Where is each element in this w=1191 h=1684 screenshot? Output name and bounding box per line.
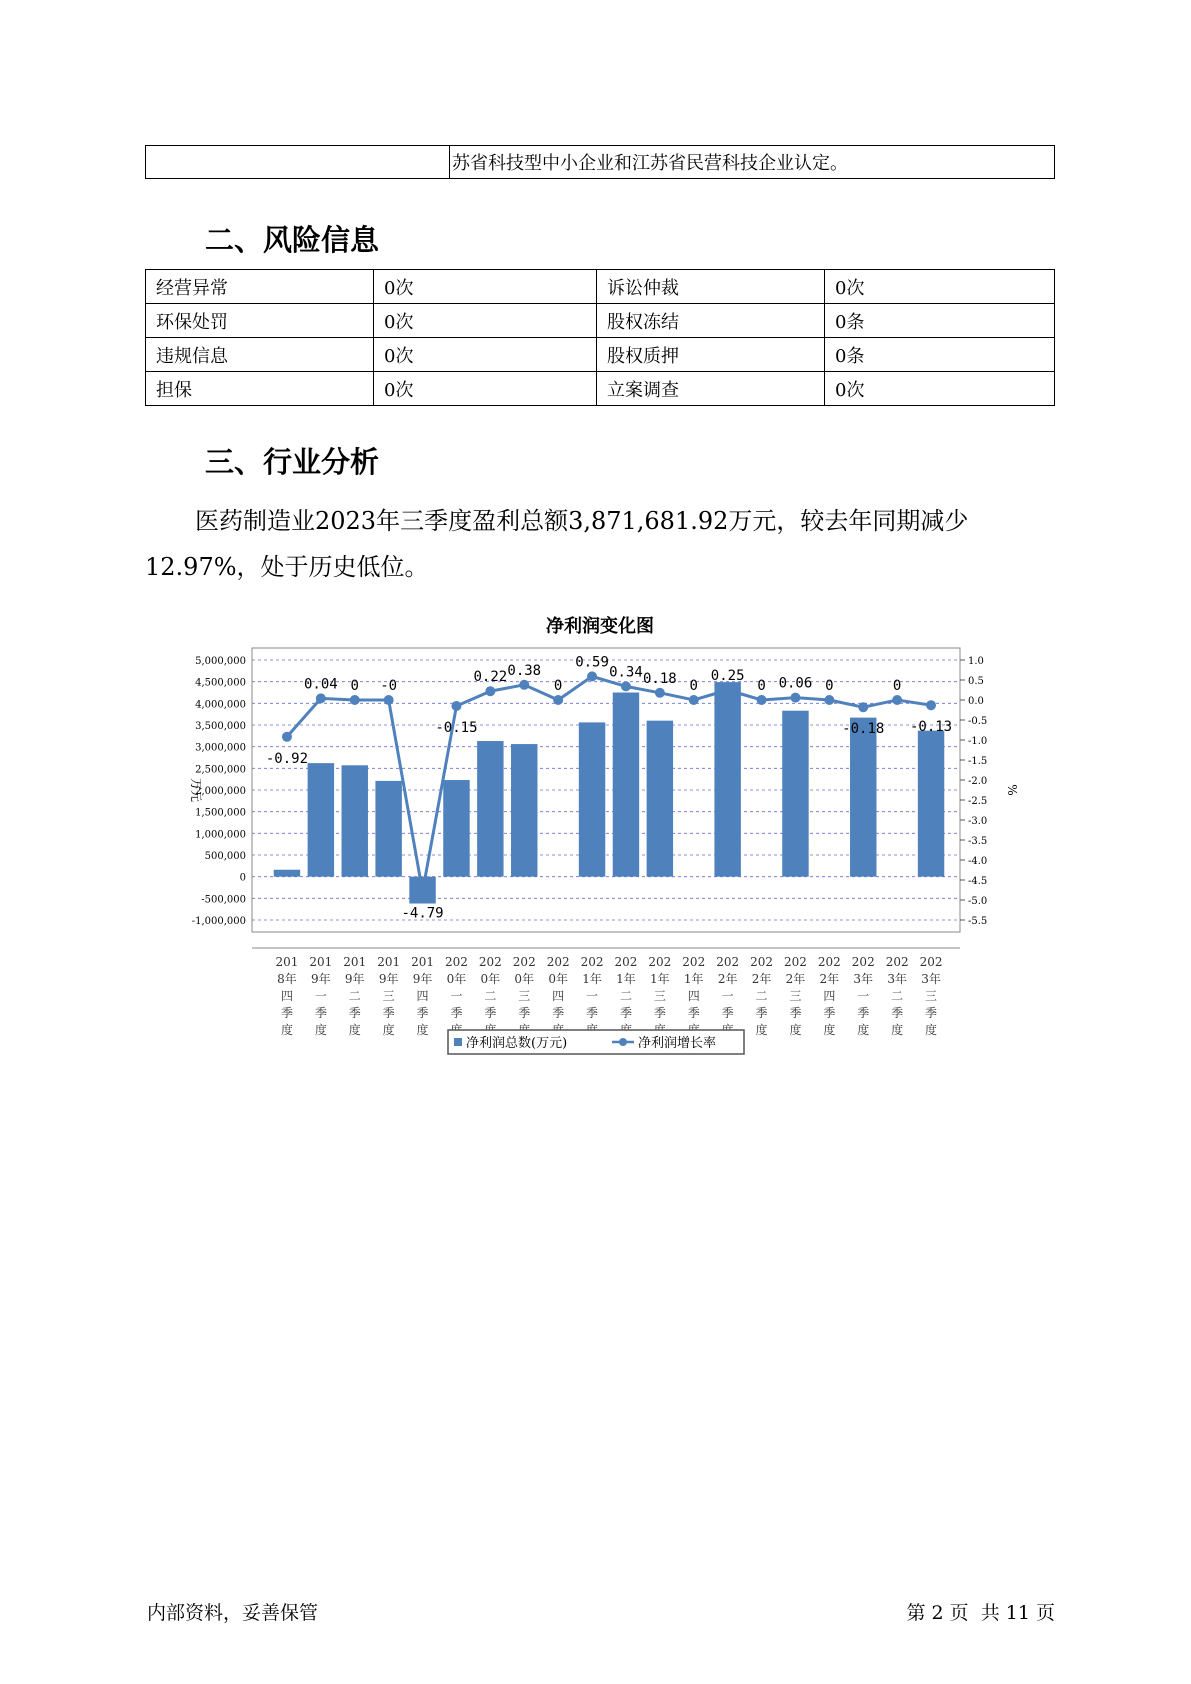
y2-tick-label: -1.0	[968, 736, 988, 747]
industry-heading: 三、行业分析	[205, 445, 380, 479]
x-tick-label: 三	[382, 989, 395, 1003]
x-tick-label: 度	[891, 1023, 904, 1037]
data-label: 0.06	[778, 675, 813, 692]
legend-line-label: 净利润增长率	[638, 1036, 717, 1051]
x-tick-label: 201	[411, 955, 435, 969]
x-tick-label: 202	[580, 955, 604, 969]
y-tick-label: 4,000,000	[195, 699, 246, 711]
x-tick-label: 202	[817, 955, 841, 969]
x-tick-label: 201	[343, 955, 367, 969]
growth-rate-point	[621, 681, 631, 691]
x-tick-label: 0年	[480, 972, 501, 986]
bar	[342, 765, 368, 876]
x-tick-label: 季	[552, 1006, 565, 1020]
growth-rate-point	[350, 695, 360, 705]
x-tick-label: 202	[885, 955, 909, 969]
bar	[782, 711, 808, 877]
growth-rate-point	[553, 695, 563, 705]
y-tick-label: 3,000,000	[195, 742, 246, 754]
x-tick-label: 二	[484, 989, 497, 1003]
x-tick-label: 季	[416, 1006, 429, 1020]
bar	[918, 731, 944, 877]
data-label: 0.34	[609, 664, 643, 681]
y2-tick-label: -3.0	[968, 816, 988, 827]
growth-rate-point	[282, 732, 292, 742]
y2-tick-label: -4.5	[968, 876, 988, 887]
growth-rate-point	[519, 680, 529, 690]
risk-label: 担保	[146, 372, 374, 406]
growth-rate-point	[689, 695, 699, 705]
x-tick-label: 0年	[514, 972, 535, 986]
x-tick-label: 四	[823, 989, 836, 1003]
risk-value: 0次	[825, 270, 1055, 304]
data-label: -0.13	[909, 719, 953, 736]
x-tick-label: 四	[416, 989, 429, 1003]
risk-label: 立案调查	[597, 372, 825, 406]
data-label: 0	[757, 678, 766, 694]
x-tick-label: 季	[348, 1006, 361, 1020]
industry-paragraph-text: 医药制造业2023年三季度盈利总额3,871,681.92万元，较去年同期减少12.97%，处于历史低位。	[145, 507, 969, 581]
growth-rate-point	[655, 688, 665, 698]
x-tick-label: 一	[721, 989, 734, 1003]
x-tick-label: 三	[789, 989, 802, 1003]
x-tick-label: 1年	[582, 972, 602, 986]
risk-value: 0次	[825, 372, 1055, 406]
table-row	[146, 146, 1055, 179]
x-tick-label: 9年	[344, 972, 365, 986]
x-tick-label: 季	[484, 1006, 497, 1020]
x-tick-label: 度	[823, 1023, 836, 1037]
x-tick-label: 度	[789, 1023, 802, 1037]
data-label: -0.15	[435, 720, 478, 736]
x-tick-label: 202	[648, 955, 672, 969]
x-tick-label: 一	[450, 989, 463, 1003]
x-axis-labels	[252, 948, 960, 1037]
y2-tick-label: -5.5	[968, 916, 988, 927]
risk-value: 0次	[374, 338, 597, 372]
risk-value: 0次	[374, 372, 597, 406]
x-tick-label: 1年	[616, 972, 636, 986]
x-tick-label: 季	[925, 1006, 938, 1020]
risk-label: 经营异常	[146, 270, 374, 304]
x-tick-label: 2年	[751, 972, 772, 986]
x-tick-label: 0年	[446, 972, 467, 986]
growth-rate-point	[757, 695, 767, 705]
growth-rate-point	[418, 887, 428, 897]
footer-page-number: 第 2 页 共 11 页	[906, 1602, 1055, 1624]
data-label: 0.25	[710, 668, 745, 684]
data-label: 0.18	[642, 670, 677, 687]
table-row	[146, 372, 1055, 406]
x-tick-label: 9年	[378, 972, 399, 986]
table-row	[146, 270, 1055, 304]
x-tick-label: 三	[653, 989, 666, 1003]
x-tick-label: 二	[619, 989, 632, 1003]
x-tick-label: 202	[682, 955, 706, 969]
growth-rate-point	[790, 693, 800, 703]
bar	[613, 693, 639, 877]
legend-line-marker	[619, 1038, 627, 1046]
bar	[714, 682, 740, 877]
x-tick-label: 202	[919, 955, 943, 969]
data-label: 0	[350, 678, 359, 694]
risk-value: 0次	[374, 270, 597, 304]
x-tick-label: 9年	[412, 972, 433, 986]
x-tick-label: 8年	[277, 972, 297, 986]
y2-tick-label: 1.0	[968, 656, 984, 667]
bar	[850, 718, 876, 877]
x-tick-label: 度	[314, 1023, 327, 1037]
x-tick-label: 一	[314, 989, 327, 1003]
risk-label: 环保处罚	[146, 304, 374, 338]
x-tick-label: 季	[382, 1006, 395, 1020]
bar-series	[274, 682, 945, 903]
x-tick-label: 度	[755, 1023, 768, 1037]
x-tick-label: 季	[823, 1006, 836, 1020]
y-tick-label: -500,000	[201, 894, 246, 906]
x-tick-label: 季	[450, 1006, 463, 1020]
y2-tick-label: -3.5	[968, 836, 988, 847]
growth-rate-point	[858, 702, 868, 712]
x-tick-label: 季	[619, 1006, 632, 1020]
x-tick-label: 四	[687, 989, 700, 1003]
y-tick-label: 2,000,000	[195, 786, 246, 797]
growth-rate-point	[316, 693, 326, 703]
data-label: 0.59	[575, 654, 609, 671]
x-tick-label: 季	[755, 1006, 768, 1020]
x-tick-label: 季	[586, 1006, 599, 1020]
risk-label: 股权冻结	[597, 304, 825, 338]
risk-heading: 二、风险信息	[205, 223, 380, 257]
data-label: 0	[892, 678, 902, 694]
legend-bar-swatch	[454, 1038, 462, 1046]
x-tick-label: 季	[857, 1006, 870, 1020]
risk-label: 违规信息	[146, 338, 374, 372]
x-tick-label: 三	[925, 989, 938, 1003]
x-tick-label: 季	[789, 1006, 802, 1020]
data-label: -0.92	[265, 750, 309, 767]
y2-tick-label: -2.5	[968, 796, 988, 807]
x-tick-label: 202	[512, 955, 536, 969]
y-axis-label: 万元	[189, 777, 203, 803]
table-row	[146, 304, 1055, 338]
bar	[308, 763, 334, 877]
x-tick-label: 0年	[548, 972, 568, 986]
x-tick-label: 季	[653, 1006, 666, 1020]
x-tick-label: 度	[925, 1023, 938, 1037]
data-label: 0	[689, 678, 698, 694]
y2-tick-label: -0.5	[968, 716, 988, 727]
chart-legend	[448, 1030, 744, 1054]
data-label: -4.79	[401, 905, 444, 922]
x-tick-label: 季	[687, 1006, 700, 1020]
table-row	[146, 338, 1055, 372]
chart-title: 净利润变化图	[546, 616, 654, 637]
bar	[579, 722, 605, 876]
x-tick-label: 1年	[683, 972, 704, 986]
data-label: 0	[553, 678, 563, 694]
growth-rate-point	[384, 695, 394, 705]
footer-left: 内部资料，妥善保管	[147, 1602, 319, 1624]
x-tick-label: 二	[891, 989, 904, 1003]
bar	[375, 781, 401, 877]
x-tick-label: 202	[716, 955, 740, 969]
x-tick-label: 1年	[650, 972, 670, 986]
x-tick-label: 季	[721, 1006, 734, 1020]
x-tick-label: 度	[857, 1023, 870, 1037]
y-tick-label: 1,000,000	[195, 829, 246, 841]
risk-label: 诉讼仲裁	[597, 270, 825, 304]
growth-rate-point	[892, 695, 902, 705]
x-tick-label: 2年	[785, 972, 806, 986]
y-tick-label: 4,500,000	[195, 677, 246, 689]
x-tick-label: 2年	[717, 972, 738, 986]
risk-label: 股权质押	[597, 338, 825, 372]
growth-rate-point	[723, 685, 733, 695]
legend-bar-label: 净利润总数(万元)	[466, 1036, 568, 1051]
x-tick-label: 202	[444, 955, 468, 969]
y2-tick-label: -5.0	[968, 896, 988, 907]
x-tick-label: 二	[348, 989, 361, 1003]
x-tick-label: 季	[280, 1006, 293, 1020]
x-tick-label: 202	[546, 955, 570, 969]
table-cell: 苏省科技型中小企业和江苏省民营科技企业认定。	[450, 146, 1055, 179]
x-tick-label: 四	[280, 989, 293, 1003]
risk-value: 0条	[825, 304, 1055, 338]
x-tick-label: 季	[518, 1006, 531, 1020]
x-tick-label: 9年	[311, 972, 331, 986]
risk-value: 0条	[825, 338, 1055, 372]
net-profit-chart	[170, 610, 1030, 1070]
growth-rate-point	[824, 695, 834, 705]
x-tick-label: 202	[783, 955, 807, 969]
table-cell-empty	[146, 146, 450, 179]
data-label: 0	[825, 678, 834, 694]
x-tick-label: 201	[377, 955, 401, 969]
y2-axis-label: %	[1005, 784, 1019, 796]
x-tick-label: 202	[614, 955, 638, 969]
data-label: -0.18	[842, 721, 885, 738]
x-tick-label: 202	[750, 955, 774, 969]
x-tick-label: 3年	[921, 972, 941, 986]
y2-tick-label: -4.0	[968, 856, 988, 867]
data-label: 0.22	[473, 669, 508, 686]
growth-rate-point	[926, 700, 936, 710]
x-tick-label: 度	[382, 1023, 395, 1037]
growth-rate-point	[451, 701, 461, 711]
bar	[477, 741, 503, 877]
x-tick-label: 二	[755, 989, 768, 1003]
x-tick-label: 四	[552, 989, 565, 1003]
y-tick-label: 2,500,000	[195, 764, 246, 776]
growth-rate-point	[485, 686, 495, 696]
y-tick-label: 3,500,000	[195, 721, 246, 732]
x-tick-label: 一	[586, 989, 599, 1003]
x-tick-label: 3年	[853, 972, 874, 986]
y-tick-label: 0	[239, 872, 246, 884]
bar	[511, 744, 537, 877]
bar	[274, 870, 300, 877]
data-label: 0.38	[507, 662, 542, 679]
continued-table	[145, 145, 1055, 179]
x-tick-label: 度	[280, 1023, 293, 1037]
x-tick-label: 度	[348, 1023, 361, 1037]
industry-paragraph	[145, 498, 1057, 590]
x-tick-label: 度	[416, 1023, 429, 1037]
y-tick-label: 500,000	[204, 851, 246, 862]
risk-table	[145, 269, 1055, 406]
x-tick-label: 202	[851, 955, 875, 969]
data-label: -0	[380, 678, 398, 694]
y-tick-label: 5,000,000	[195, 656, 246, 667]
y2-tick-label: -1.5	[968, 756, 988, 767]
y2-tick-label: 0.5	[968, 676, 984, 687]
x-tick-label: 一	[857, 989, 870, 1003]
bar	[443, 780, 469, 877]
bar	[647, 721, 673, 877]
growth-rate-point	[587, 671, 597, 681]
y2-tick-label: -2.0	[968, 776, 988, 787]
y-tick-label: -1,000,000	[191, 916, 246, 927]
x-tick-label: 201	[309, 955, 333, 969]
x-tick-label: 季	[891, 1006, 904, 1020]
x-tick-label: 2年	[819, 972, 840, 986]
y2-tick-label: 0.0	[968, 696, 984, 707]
risk-value: 0次	[374, 304, 597, 338]
x-tick-label: 季	[314, 1006, 327, 1020]
line-series	[266, 654, 952, 921]
x-tick-label: 三	[518, 989, 531, 1003]
x-tick-label: 202	[478, 955, 502, 969]
data-label: 0.04	[303, 676, 338, 693]
x-tick-label: 3年	[887, 972, 907, 986]
x-tick-label: 201	[275, 955, 299, 969]
y-tick-label: 1,500,000	[195, 807, 246, 819]
